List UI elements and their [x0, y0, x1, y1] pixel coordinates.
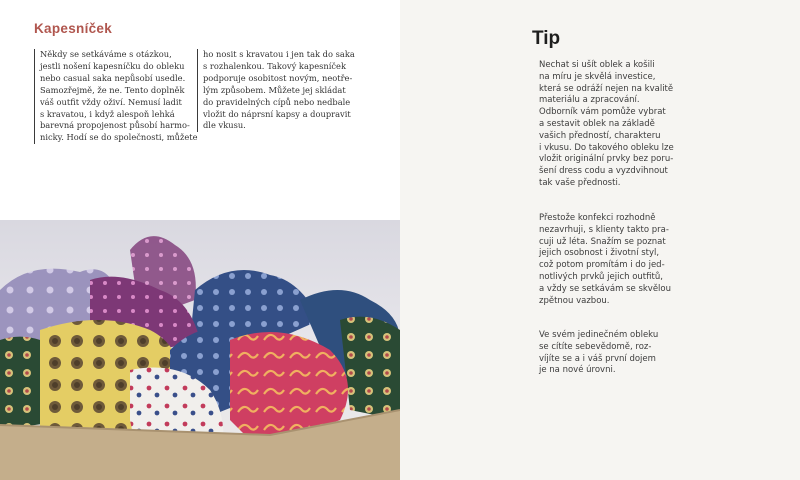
text-line: dle vkusu. [203, 120, 246, 131]
text-line: což potom promítám i do jed- [539, 260, 665, 271]
tip-paragraph-2 [539, 213, 709, 307]
section-title: Kapesníček [34, 21, 113, 36]
text-line: podporuje osobitost novým, neotře- [203, 72, 353, 83]
text-line: barevná propojenost působí harmo- [40, 120, 190, 131]
text-line: zpětnou vazbou. [539, 295, 610, 306]
text-line: cuji už léta. Snažím se poznat [539, 236, 666, 247]
text-line: s kravatou, i když alespoň lehká [40, 108, 175, 119]
text-line: šení dress codu a vyzdvihnout [539, 166, 668, 177]
text-line: vložit originální prvky bez poru- [539, 154, 674, 165]
text-line: ho nosit s kravatou i jen tak do saka [203, 49, 355, 59]
text-line: jejich osobnost i životní styl, [539, 248, 660, 259]
tip-title: Tip [532, 28, 561, 49]
text-line: Ve svém jedinečném obleku [539, 330, 659, 340]
text-line: Přestože konfekci rozhodně [539, 213, 656, 223]
text-column-1 [34, 49, 197, 144]
text-line: lým způsobem. Můžete jej skládat [203, 84, 346, 95]
text-line: i vkusu. Do takového obleku lze [539, 142, 674, 153]
text-line: Odborník vám pomůže vybrat [539, 107, 666, 118]
text-line: která se odráží nejen na kvalitě [539, 83, 674, 94]
text-line: notlivých prvků jejich outfitů, [539, 271, 663, 282]
right-page [400, 0, 800, 480]
text-line: váš outfit vždy oživí. Nemusí ladit [40, 96, 182, 107]
text-line: Samozřejmě, že ne. Tento doplněk [40, 84, 185, 95]
text-line: nicky. Hodí se do společnosti, můžete [40, 132, 198, 143]
text-column-2 [197, 49, 360, 132]
text-line: Nechat si ušít oblek a košili [539, 60, 655, 70]
text-line: tak vaše přednosti. [539, 177, 621, 188]
text-line: a vždy se setkávám se skvělou [539, 283, 672, 294]
text-line: Někdy se setkáváme s otázkou, [40, 49, 172, 59]
text-line: jestli nošení kapesníčku do obleku [40, 60, 185, 71]
text-line: materiálu a zpracování. [539, 95, 640, 106]
text-line: víjíte se a i váš první dojem [539, 353, 656, 364]
pocket-squares-photo [0, 220, 400, 480]
text-line: se cítíte sebevědomě, roz- [539, 341, 652, 352]
tip-paragraph-3 [539, 330, 709, 377]
text-line: do pravidelných cípů nebo nedbale [203, 96, 351, 107]
text-line: s rozhalenkou. Takový kapesníček [203, 60, 346, 71]
text-line: nebo casual saka nepůsobí usedle. [40, 72, 186, 83]
text-line: na míru je skvělá investice, [539, 71, 656, 82]
text-line: nezavrhuji, s klienty takto pra- [539, 224, 669, 235]
text-line: vložit do náprsní kapsy a doupravit [203, 108, 351, 119]
text-line: je na nové úrovni. [539, 365, 616, 376]
pocket-squares-illustration [0, 220, 400, 480]
text-line: a sestavit oblek na základě [539, 118, 655, 129]
tip-paragraph-1 [539, 60, 709, 190]
text-line: vašich předností, charakteru [539, 130, 661, 141]
